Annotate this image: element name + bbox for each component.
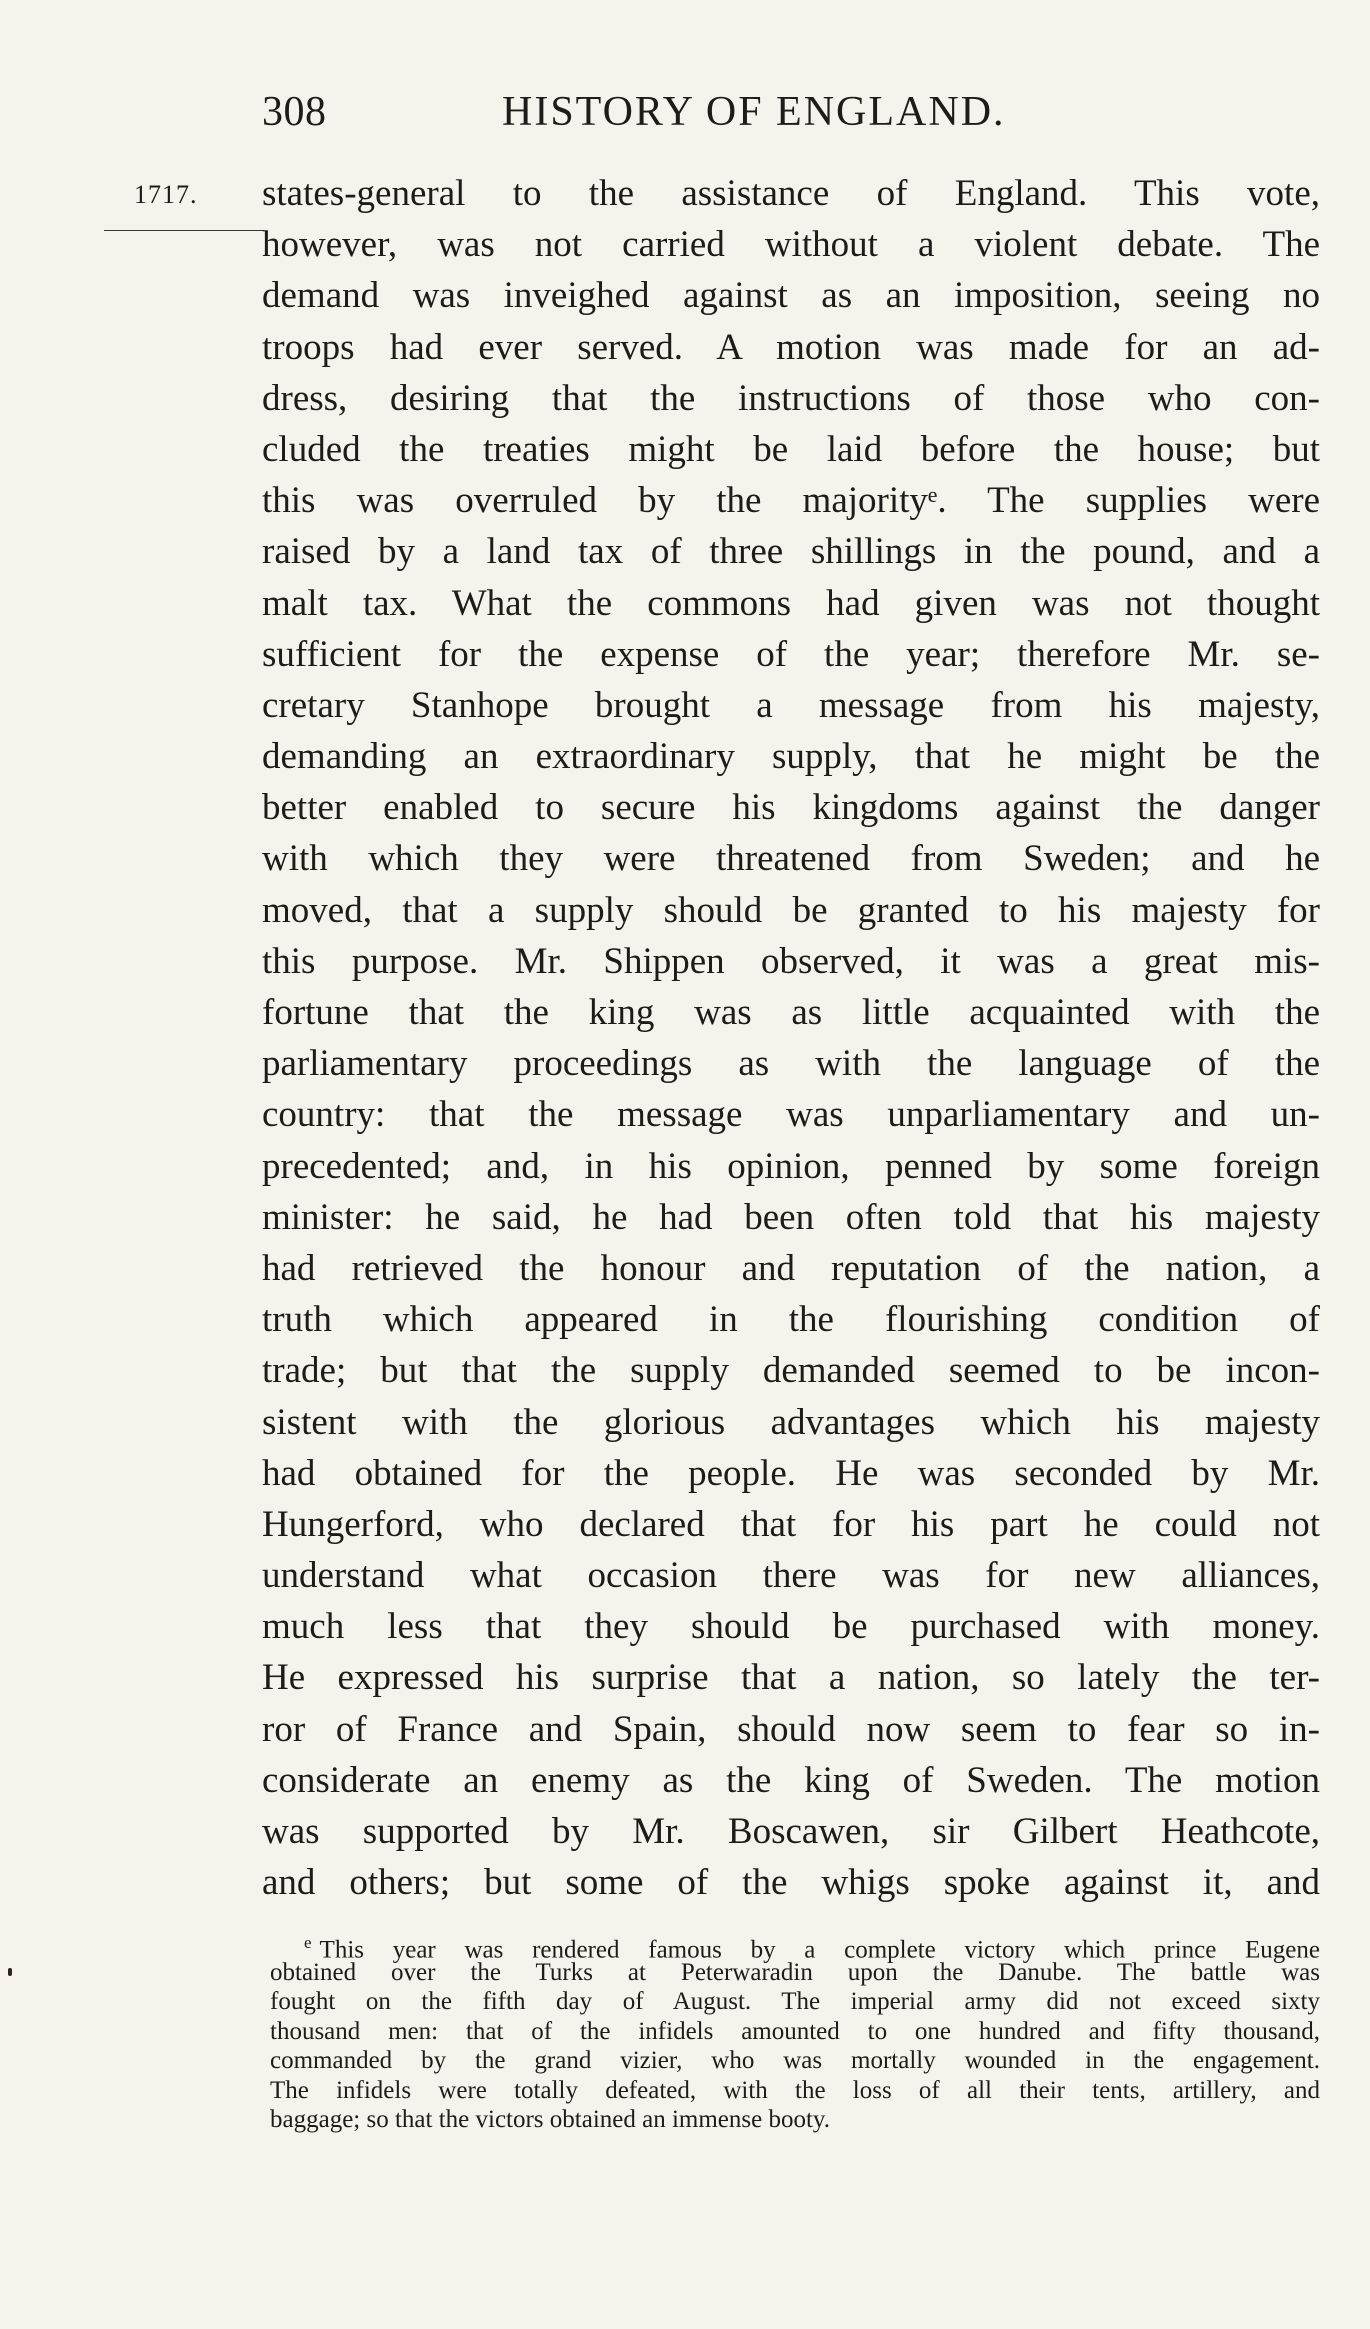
text-line: country: that the message was unparliamentary and un- [262, 1094, 1320, 1136]
footnote [270, 1928, 1320, 2135]
text-line: this was overruled by the majorityᵉ. The supplies were [262, 480, 1320, 522]
text-line: fortune that the king was as little acquainted with the [262, 992, 1320, 1033]
footnote-line: fought on the fifth day of August. The imperial army did not exceed sixty [270, 1988, 1320, 2015]
footnote-line: commanded by the grand vizier, who was mortally wounded in the engagement. [270, 2047, 1320, 2074]
text-line: had obtained for the people. He was seconded by Mr. [262, 1452, 1320, 1494]
page-number: 308 [262, 89, 327, 135]
text-line: He expressed his surprise that a nation, so lately the ter- [262, 1657, 1320, 1699]
text-line: considerate an enemy as the king of Sweden. The motion [262, 1759, 1320, 1801]
text-line: demand was inveighed against as an imposition, seeing no [262, 275, 1320, 317]
text-line: better enabled to secure his kingdoms against the danger [262, 787, 1320, 829]
text-line: sistent with the glorious advantages which his majesty [262, 1401, 1320, 1443]
text-line: minister: he said, he had been often told that his majesty [262, 1196, 1320, 1238]
text-line: ror of France and Spain, should now seem to fear so in- [262, 1708, 1320, 1750]
text-line: this purpose. Mr. Shippen observed, it was a great mis- [262, 940, 1320, 982]
text-line: raised by a land tax of three shillings in the pound, and a [262, 531, 1320, 573]
text-line: and others; but some of the whigs spoke against it, and [262, 1862, 1320, 1904]
text-line: understand what occasion there was for new alliances, [262, 1555, 1320, 1597]
footnote-line [270, 1928, 1320, 1964]
ink-speck [8, 1968, 12, 1976]
text-line: however, was not carried without a violent debate. The [262, 224, 1320, 266]
text-line: parliamentary proceedings as with the language of the [262, 1043, 1320, 1085]
text-line: troops had ever served. A motion was made for an ad- [262, 326, 1320, 368]
text-line: much less that they should be purchased with money. [262, 1606, 1320, 1648]
text-line: truth which appeared in the flourishing condition of [262, 1299, 1320, 1341]
text-line: Hungerford, who declared that for his part he could not [262, 1503, 1320, 1545]
running-head [262, 88, 1072, 148]
text-line: cluded the treaties might be laid before the house; but [262, 428, 1320, 470]
text-line: precedented; and, in his opinion, penned by some foreign [262, 1145, 1320, 1187]
footnote-text: This year was rendered famous by a complete victory which prince Eugene [319, 1936, 1320, 1964]
text-line: cretary Stanhope brought a message from his majesty, [262, 684, 1320, 726]
text-line: states-general to the assistance of England. This vote, [262, 173, 1320, 214]
footnote-line: baggage; so that the victors obtained an immense booty. [270, 2106, 831, 2133]
text-line: moved, that a supply should be granted to his majesty for [262, 889, 1320, 931]
text-line: dress, desiring that the instructions of those who con- [262, 377, 1320, 419]
margin-rule [104, 230, 264, 231]
body-text [262, 168, 1320, 1908]
text-line: was supported by Mr. Boscawen, sir Gilbert Heathcote, [262, 1811, 1320, 1852]
text-line: with which they were threatened from Sweden; and he [262, 838, 1320, 880]
margin-year-note: 1717. [134, 180, 198, 209]
text-line: malt tax. What the commons had given was not thought [262, 582, 1320, 624]
footnote-line: The infidels were totally defeated, with the loss of all their tents, artillery, and [270, 2076, 1320, 2104]
running-title: HISTORY OF ENGLAND. [502, 89, 1006, 135]
text-line: sufficient for the expense of the year; therefore Mr. se- [262, 633, 1320, 675]
text-line: had retrieved the honour and reputation of the nation, a [262, 1247, 1320, 1289]
text-line: trade; but that the supply demanded seemed to be incon- [262, 1350, 1320, 1392]
footnote-marker: e [304, 1933, 312, 1952]
footnote-line: thousand men: that of the infidels amounted to one hundred and fifty thousand, [270, 2017, 1320, 2045]
footnote-line: obtained over the Turks at Peterwaradin upon the Danube. The battle was [270, 1958, 1320, 1986]
text-line: demanding an extraordinary supply, that he might be the [262, 736, 1320, 778]
